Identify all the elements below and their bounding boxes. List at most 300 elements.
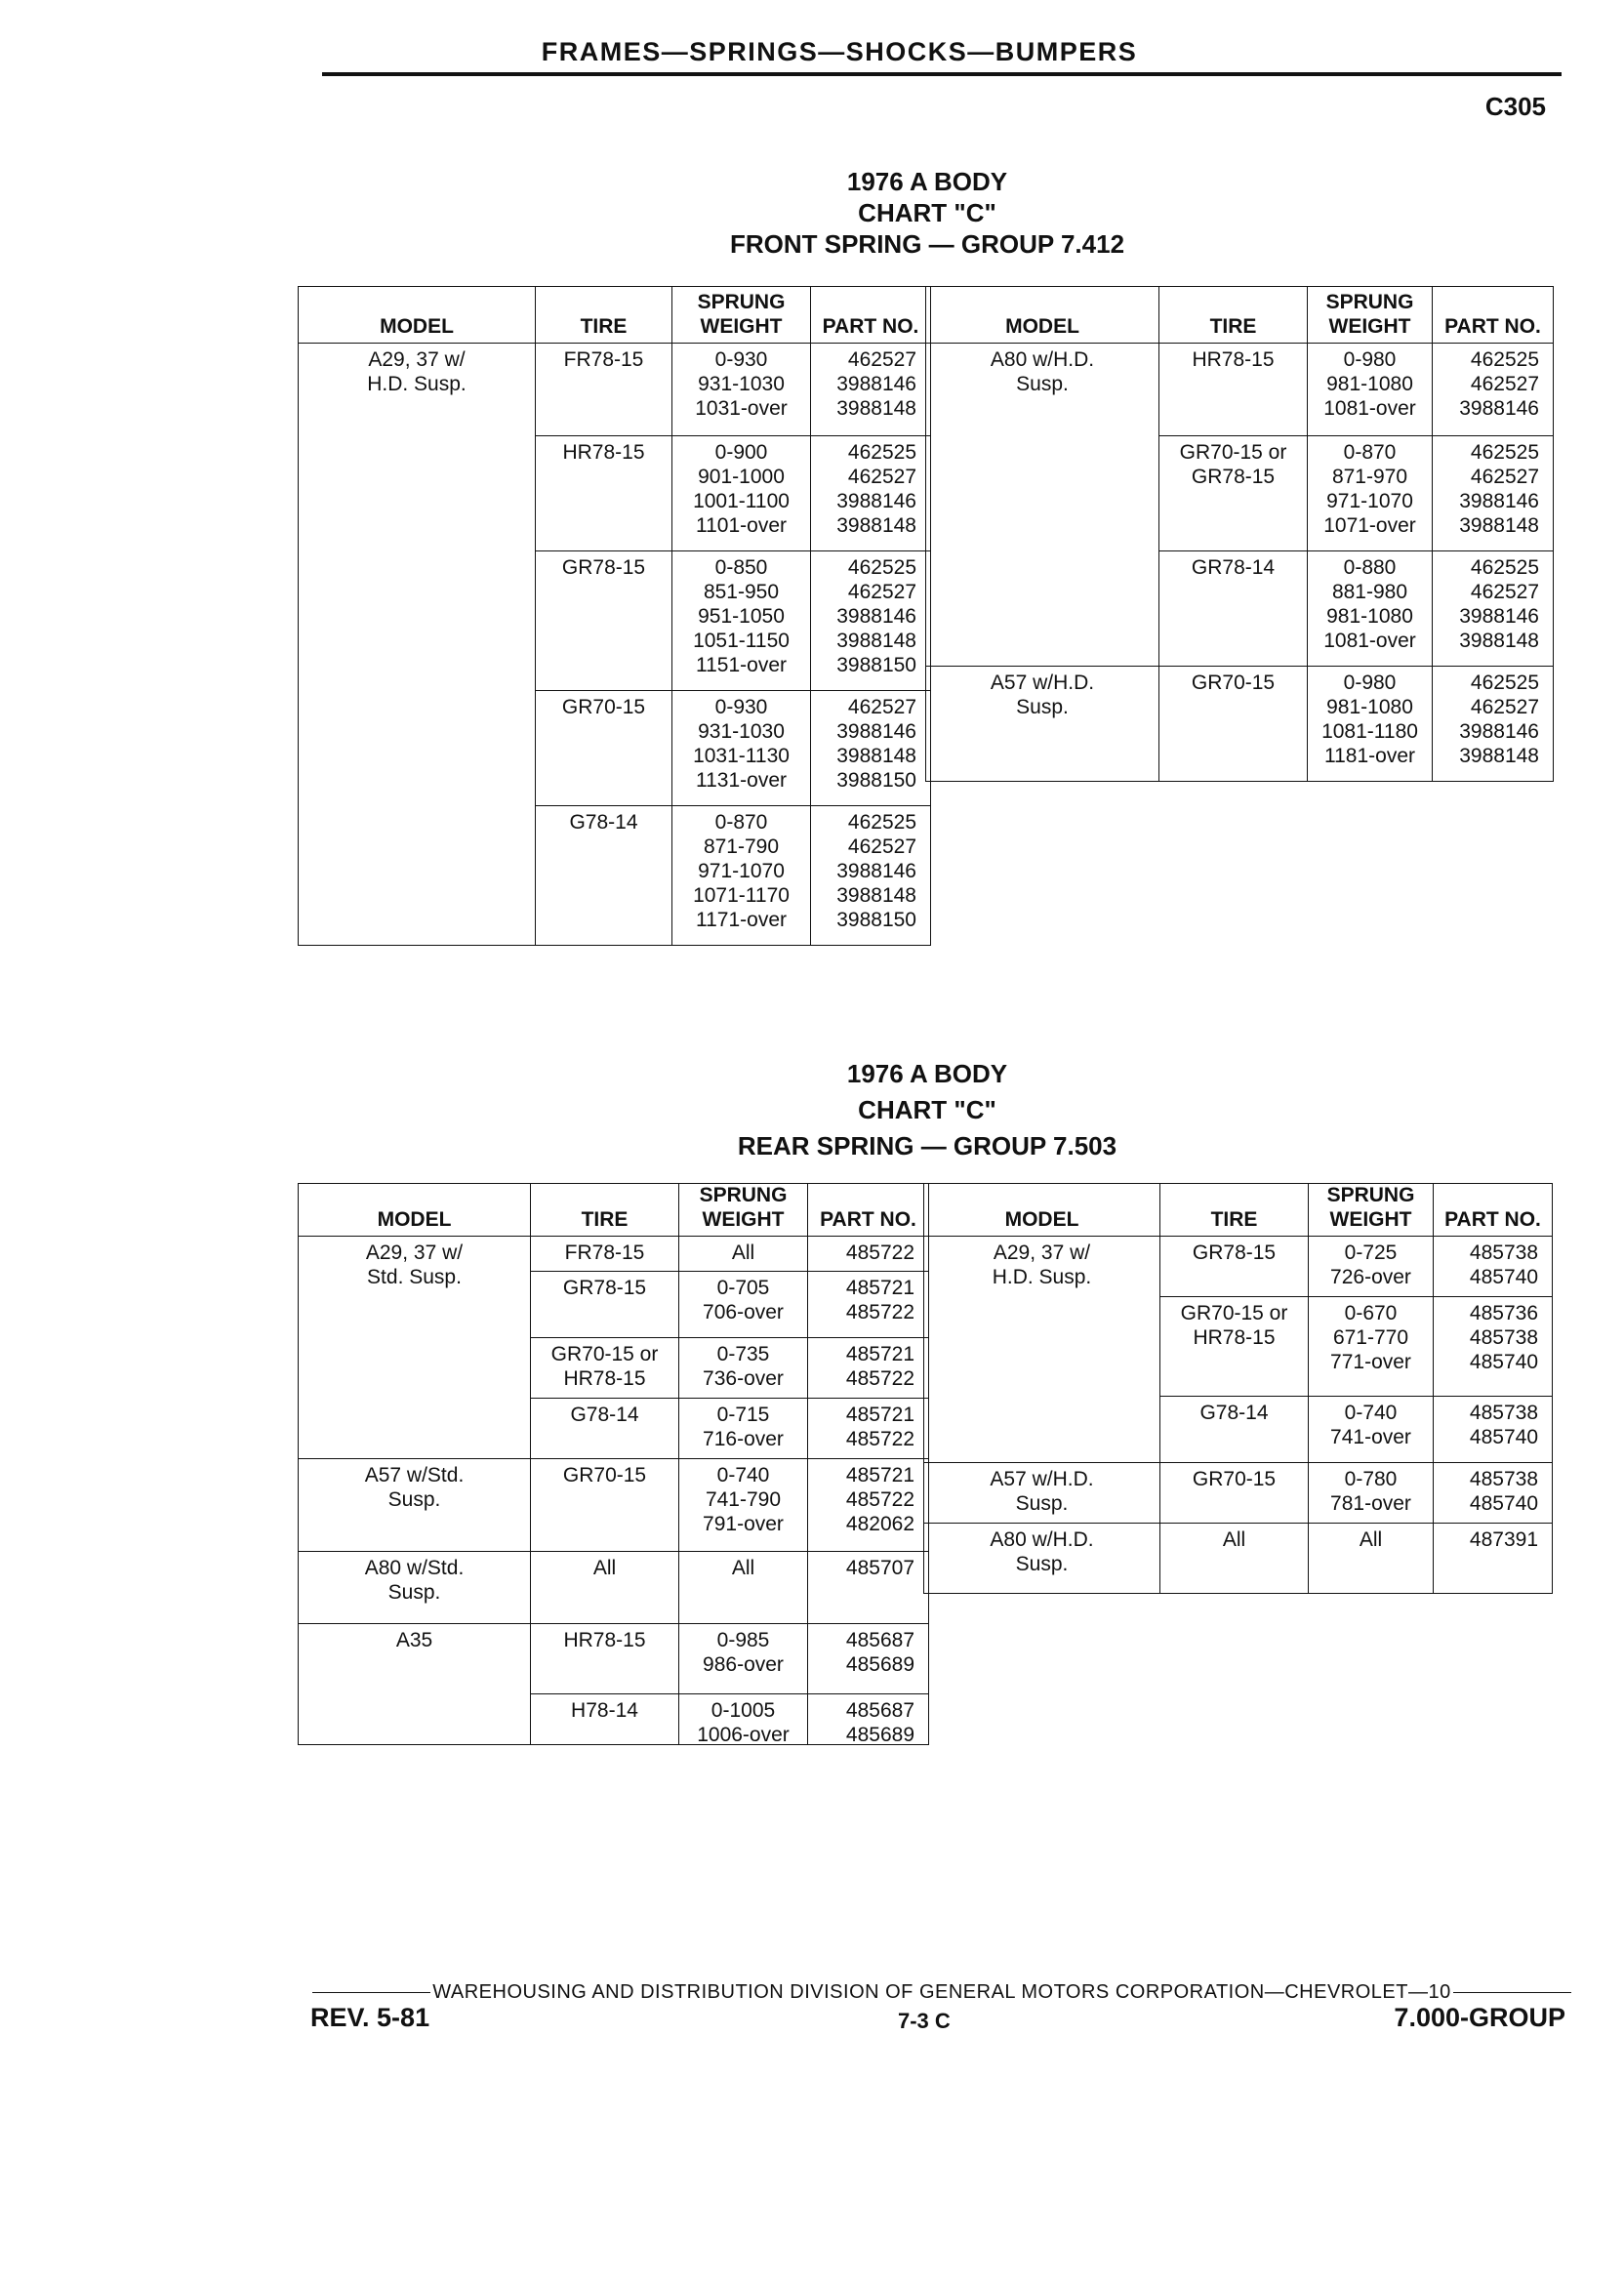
header-tire: [536, 287, 672, 344]
tire-line: FR78-15: [563, 348, 644, 371]
header-rule: [322, 72, 1562, 76]
weight-range: 0-725: [1344, 1242, 1398, 1264]
weight-range: 1071-over: [1323, 514, 1416, 537]
weight-range: 951-1050: [698, 605, 785, 628]
tire-cell: [531, 1624, 679, 1694]
part-number: 3988148: [836, 397, 916, 420]
tire-cell: [531, 1338, 679, 1399]
rear-spring-table-left: [298, 1183, 929, 1745]
model-line: A80 w/H.D.: [990, 1528, 1094, 1551]
weight-range: 0-735: [716, 1343, 770, 1365]
sprung-weight-cell: [679, 1694, 808, 1745]
model-line: A29, 37 w/: [365, 1242, 464, 1264]
part-number: 485738: [1469, 1242, 1538, 1264]
sprung-weight-cell: [1308, 551, 1433, 667]
sprung-weight-cell: [1309, 1463, 1434, 1524]
part-number-cell: [1433, 344, 1554, 436]
part-number: 485740: [1469, 1426, 1538, 1448]
part-number-cell: [808, 1237, 929, 1272]
weight-range: 771-over: [1330, 1351, 1411, 1373]
model-line: A80 w/Std.: [364, 1557, 465, 1579]
tire-cell: [1160, 1524, 1309, 1594]
header-part-no: [1434, 1184, 1553, 1237]
tire-line: GR78-14: [1191, 556, 1276, 579]
header-tire: [531, 1184, 679, 1237]
sprung-weight-cell: [1308, 344, 1433, 436]
model-cell: [924, 1237, 1160, 1463]
tire-line: GR78-15: [562, 1277, 647, 1299]
part-number-cell: [808, 1338, 929, 1399]
part-number-cell: [1434, 1237, 1553, 1297]
header-sprung-weight: [1308, 287, 1433, 344]
header-tire-text: TIRE: [1210, 1208, 1258, 1231]
weight-range: 971-1070: [1326, 490, 1413, 512]
weight-range: 871-790: [703, 835, 780, 858]
weight-range: 0-930: [714, 696, 768, 718]
header-part-text: PART NO.: [820, 1208, 916, 1231]
model-cell: [924, 1463, 1160, 1524]
model-line: A35: [395, 1629, 433, 1651]
weight-range: 0-740: [1344, 1402, 1398, 1424]
weight-range: 1101-over: [695, 514, 787, 537]
tire-cell: [536, 691, 672, 806]
header-model-text: MODEL: [377, 1208, 452, 1231]
weight-range: 781-over: [1330, 1492, 1411, 1515]
part-number: 3988146: [836, 720, 916, 743]
part-number-cell: [811, 344, 931, 436]
weight-range: 851-950: [703, 581, 780, 603]
part-number-cell: [1433, 667, 1554, 782]
tire-line: All: [592, 1557, 617, 1579]
weight-range: 881-980: [1331, 581, 1408, 603]
weight-range: 0-880: [1343, 556, 1397, 579]
tire-cell: [536, 806, 672, 946]
tire-cell: [531, 1237, 679, 1272]
sprung-weight-cell: [1309, 1237, 1434, 1297]
front-title-line-1: 1976 A BODY: [846, 167, 1008, 196]
weight-range: 981-1080: [1326, 373, 1413, 395]
part-number: 485689: [845, 1653, 914, 1676]
weight-range: 1131-over: [695, 769, 787, 792]
part-number: 485740: [1469, 1266, 1538, 1288]
front-title-line-3: FRONT SPRING — GROUP 7.412: [729, 229, 1125, 259]
tire-cell: [1159, 436, 1308, 551]
weight-range: 0-985: [716, 1629, 770, 1651]
part-number-cell: [1434, 1524, 1553, 1594]
rear-title-line-1: 1976 A BODY: [846, 1059, 1008, 1088]
part-number: 485721: [845, 1343, 914, 1365]
model-line: Susp.: [1015, 1553, 1069, 1575]
model-cell: [926, 344, 1159, 667]
model-cell: [299, 1237, 531, 1459]
tire-line: GR70-15: [562, 1464, 647, 1486]
header-tire: [1160, 1184, 1309, 1237]
tire-line: GR70-15: [1192, 1468, 1277, 1490]
part-number: 3988148: [1459, 630, 1539, 652]
weight-range: 871-970: [1331, 466, 1408, 488]
weight-range: 971-1070: [698, 860, 785, 882]
weight-range: 726-over: [1330, 1266, 1411, 1288]
part-number-cell: [808, 1552, 929, 1624]
part-number: 462527: [847, 696, 916, 718]
weight-range: 981-1080: [1326, 696, 1413, 718]
part-number: 462527: [1470, 373, 1539, 395]
header-weight-text: WEIGHT: [700, 315, 783, 338]
model-line: Susp.: [1016, 373, 1069, 395]
front-spring-table-right: [925, 286, 1554, 782]
sprung-weight-cell: [1309, 1524, 1434, 1594]
tire-cell: [536, 436, 672, 551]
header-part-text: PART NO.: [822, 315, 919, 338]
model-cell: [299, 1624, 531, 1745]
part-number: 3988148: [836, 745, 916, 767]
part-number: 485738: [1469, 1468, 1538, 1490]
part-number-cell: [811, 691, 931, 806]
part-number: 462525: [1470, 348, 1539, 371]
tire-line: G78-14: [569, 811, 638, 834]
sprung-weight-cell: [679, 1338, 808, 1399]
header-tire-text: TIRE: [581, 1208, 629, 1231]
sprung-weight-cell: [672, 691, 811, 806]
tire-cell: [1160, 1237, 1309, 1297]
header-model: [924, 1184, 1160, 1237]
weight-range: 1001-1100: [693, 490, 790, 512]
part-number: 485722: [845, 1428, 914, 1450]
part-number: 485707: [845, 1557, 914, 1579]
part-number: 462525: [1470, 556, 1539, 579]
header-weight-text: WEIGHT: [1329, 1208, 1412, 1231]
part-number: 485721: [845, 1464, 914, 1486]
weight-range: 0-780: [1344, 1468, 1398, 1490]
part-number: 3988146: [836, 860, 916, 882]
header-sprung-text: SPRUNG: [697, 291, 786, 313]
header-part-text: PART NO.: [1444, 315, 1541, 338]
weight-range: 716-over: [703, 1428, 784, 1450]
part-number: 3988148: [1459, 514, 1539, 537]
part-number: 3988150: [836, 909, 916, 931]
tire-cell: [531, 1399, 679, 1459]
header-tire-text: TIRE: [1209, 315, 1257, 338]
weight-range: 0-980: [1343, 672, 1397, 694]
page-number: 7-3 C: [898, 2009, 951, 2033]
weight-range: 1151-over: [695, 654, 787, 676]
part-number: 462527: [1470, 581, 1539, 603]
part-number: 462527: [847, 348, 916, 371]
tire-cell: [1159, 667, 1308, 782]
sprung-weight-cell: [679, 1552, 808, 1624]
tire-line: GR78-15: [561, 556, 646, 579]
weight-range: 1031-over: [695, 397, 788, 420]
part-number: 485736: [1469, 1302, 1538, 1324]
part-number-cell: [811, 806, 931, 946]
part-number: 462527: [847, 835, 916, 858]
sprung-weight-cell: [672, 436, 811, 551]
sprung-weight-cell: [679, 1237, 808, 1272]
tire-cell: [536, 344, 672, 436]
sprung-weight-cell: [1309, 1397, 1434, 1463]
part-number: 3988146: [1459, 605, 1539, 628]
part-number-cell: [811, 551, 931, 691]
model-line: A29, 37 w/: [368, 348, 466, 371]
weight-range: 741-over: [1330, 1426, 1411, 1448]
tire-line: G78-14: [1199, 1402, 1269, 1424]
weight-range: 741-790: [705, 1488, 782, 1511]
part-number: 485687: [845, 1629, 914, 1651]
weight-range: 1181-over: [1323, 745, 1415, 767]
front-title-line-2: CHART "C": [858, 198, 996, 227]
header-tire: [1159, 287, 1308, 344]
header-sprung-text: SPRUNG: [699, 1184, 788, 1206]
sprung-weight-cell: [679, 1399, 808, 1459]
part-number: 3988148: [836, 630, 916, 652]
part-number-cell: [811, 436, 931, 551]
weight-range: 0-980: [1343, 348, 1397, 371]
tire-cell: [1159, 551, 1308, 667]
revision-label: REV. 5-81: [310, 2003, 430, 2032]
part-number: 3988150: [836, 769, 916, 792]
weight-range: 0-1005: [710, 1699, 776, 1722]
footer-rule-right: [1453, 1992, 1571, 1994]
part-number: 3988150: [836, 654, 916, 676]
part-number-cell: [808, 1624, 929, 1694]
part-number-cell: [1434, 1463, 1553, 1524]
tire-cell: [536, 551, 672, 691]
part-number: 3988148: [1459, 745, 1539, 767]
part-number-cell: [1433, 436, 1554, 551]
model-cell: [299, 344, 536, 946]
tire-line: FR78-15: [564, 1242, 645, 1264]
tire-cell: [1160, 1463, 1309, 1524]
weight-range: 1071-1170: [693, 884, 790, 907]
model-line: A57 w/H.D.: [990, 1468, 1094, 1490]
header-model-text: MODEL: [1004, 1208, 1079, 1231]
part-number-cell: [808, 1272, 929, 1338]
tire-line: GR70-15 or: [1180, 1302, 1288, 1324]
part-number: 3988146: [836, 605, 916, 628]
tire-cell: [531, 1694, 679, 1745]
part-number-cell: [808, 1459, 929, 1552]
page-code: C305: [1484, 92, 1546, 121]
weight-range: 1171-over: [695, 909, 787, 931]
weight-range: 0-900: [714, 441, 768, 464]
header-weight-text: WEIGHT: [702, 1208, 785, 1231]
rear-title-line-3: REAR SPRING — GROUP 7.503: [737, 1131, 1117, 1160]
sprung-weight-cell: [679, 1624, 808, 1694]
weight-range: 791-over: [703, 1513, 784, 1535]
tire-line: HR78-15: [563, 1367, 646, 1390]
model-line: Susp.: [387, 1581, 441, 1604]
part-number: 485689: [845, 1724, 914, 1746]
weight-range: 981-1080: [1326, 605, 1413, 628]
tire-cell: [531, 1272, 679, 1338]
header-sprung-weight: [679, 1184, 808, 1237]
part-number: 3988146: [836, 490, 916, 512]
tire-line: G78-14: [570, 1404, 639, 1426]
header-sprung-weight: [1309, 1184, 1434, 1237]
tire-line: HR78-15: [563, 1629, 646, 1651]
tire-line: HR78-15: [1193, 1326, 1276, 1349]
part-number-cell: [808, 1694, 929, 1745]
model-cell: [299, 1459, 531, 1552]
weight-range: 1051-1150: [693, 630, 790, 652]
part-number: 462525: [847, 441, 916, 464]
weight-range: 1081-1180: [1321, 720, 1418, 743]
model-line: H.D. Susp.: [992, 1266, 1092, 1288]
weight-range: All: [1359, 1528, 1383, 1551]
part-number: 485687: [845, 1699, 914, 1722]
part-number: 485722: [845, 1242, 914, 1264]
part-number: 462527: [847, 466, 916, 488]
weight-range: 0-870: [714, 811, 768, 834]
part-number-cell: [808, 1399, 929, 1459]
header-model-text: MODEL: [380, 315, 454, 338]
tire-cell: [1160, 1397, 1309, 1463]
part-number: 485722: [845, 1488, 914, 1511]
header-part-no: [1433, 287, 1554, 344]
model-cell: [926, 667, 1159, 782]
weight-range: 1031-1130: [693, 745, 790, 767]
part-number: 487391: [1469, 1528, 1538, 1551]
part-number: 3988146: [1459, 490, 1539, 512]
tire-line: GR78-15: [1192, 1242, 1277, 1264]
footer-rule-left: [312, 1992, 430, 1994]
part-number: 482062: [845, 1513, 914, 1535]
part-number: 462525: [1470, 441, 1539, 464]
weight-range: 931-1030: [698, 373, 785, 395]
tire-line: GR70-15 or: [1179, 441, 1287, 464]
part-number: 3988146: [836, 373, 916, 395]
sprung-weight-cell: [672, 551, 811, 691]
part-number: 462525: [847, 811, 916, 834]
part-number: 485722: [845, 1301, 914, 1323]
header-model: [299, 287, 536, 344]
part-number: 485740: [1469, 1351, 1538, 1373]
header-part-no: [811, 287, 931, 344]
weight-range: 0-705: [716, 1277, 770, 1299]
sprung-weight-cell: [679, 1272, 808, 1338]
model-line: A57 w/Std.: [364, 1464, 465, 1486]
sprung-weight-cell: [1308, 667, 1433, 782]
group-label: 7.000-GROUP: [1394, 2003, 1565, 2032]
section-header: FRAMES—SPRINGS—SHOCKS—BUMPERS: [541, 37, 1138, 66]
tire-line: GR70-15 or: [550, 1343, 659, 1365]
part-number: 485738: [1469, 1402, 1538, 1424]
weight-range: 736-over: [703, 1367, 784, 1390]
header-sprung-text: SPRUNG: [1325, 291, 1414, 313]
tire-cell: [531, 1459, 679, 1552]
tire-cell: [1160, 1297, 1309, 1397]
tire-line: All: [1222, 1528, 1246, 1551]
header-model: [299, 1184, 531, 1237]
weight-range: 1081-over: [1323, 397, 1416, 420]
model-cell: [299, 1552, 531, 1624]
tire-line: HR78-15: [562, 441, 645, 464]
sprung-weight-cell: [672, 806, 811, 946]
weight-range: 706-over: [703, 1301, 784, 1323]
sprung-weight-cell: [1309, 1297, 1434, 1397]
model-line: Susp.: [1015, 1492, 1069, 1515]
header-part-text: PART NO.: [1444, 1208, 1541, 1231]
model-line: Std. Susp.: [367, 1266, 462, 1288]
tire-line: HR78-15: [1192, 348, 1275, 371]
part-number: 3988146: [1459, 720, 1539, 743]
part-number: 462527: [847, 581, 916, 603]
front-chart-title: [586, 166, 1269, 260]
footer-distribution-line: [312, 1981, 1571, 2004]
part-number: 485721: [845, 1277, 914, 1299]
footer-distribution-text: WAREHOUSING AND DISTRIBUTION DIVISION OF GENERAL MOTORS CORPORATION—CHEVROLET—10: [432, 1981, 1451, 2003]
tire-line: H78-14: [571, 1699, 638, 1722]
header-model: [926, 287, 1159, 344]
weight-range: 0-870: [1343, 441, 1397, 464]
header-weight-text: WEIGHT: [1328, 315, 1411, 338]
part-number: 485721: [845, 1404, 914, 1426]
rear-chart-title: [586, 1056, 1269, 1164]
tire-line: GR70-15: [1191, 672, 1276, 694]
part-number: 485740: [1469, 1492, 1538, 1515]
weight-range: 901-1000: [698, 466, 785, 488]
header-tire-text: TIRE: [580, 315, 628, 338]
model-line: A29, 37 w/: [993, 1242, 1091, 1264]
rear-title-line-2: CHART "C": [858, 1095, 996, 1124]
part-number-cell: [1434, 1397, 1553, 1463]
weight-range: 0-930: [714, 348, 768, 371]
front-spring-table-left: [298, 286, 931, 946]
weight-range: 1006-over: [697, 1724, 790, 1746]
weight-range: 931-1030: [698, 720, 785, 743]
part-number-cell: [1433, 551, 1554, 667]
part-number: 3988146: [1459, 397, 1539, 420]
tire-line: GR70-15: [561, 696, 646, 718]
part-number: 462527: [1470, 696, 1539, 718]
part-number-cell: [1434, 1297, 1553, 1397]
header-part-no: [808, 1184, 929, 1237]
model-line: A80 w/H.D.: [990, 348, 1095, 371]
weight-range: 986-over: [703, 1653, 784, 1676]
part-number: 3988148: [836, 884, 916, 907]
model-line: Susp.: [387, 1488, 441, 1511]
weight-range: 1081-over: [1323, 630, 1416, 652]
weight-range: 671-770: [1332, 1326, 1409, 1349]
tire-cell: [1159, 344, 1308, 436]
model-cell: [924, 1524, 1160, 1594]
header-sprung-text: SPRUNG: [1326, 1184, 1415, 1206]
part-number: 3988148: [836, 514, 916, 537]
tire-line: GR78-15: [1191, 466, 1276, 488]
weight-range: 0-740: [716, 1464, 770, 1486]
header-model-text: MODEL: [1005, 315, 1079, 338]
tire-cell: [531, 1552, 679, 1624]
weight-range: 0-715: [716, 1404, 770, 1426]
part-number: 462525: [847, 556, 916, 579]
weight-range: 0-850: [714, 556, 768, 579]
weight-range: All: [731, 1242, 755, 1264]
sprung-weight-cell: [672, 344, 811, 436]
part-number: 485738: [1469, 1326, 1538, 1349]
model-line: Susp.: [1016, 696, 1069, 718]
sprung-weight-cell: [1308, 436, 1433, 551]
model-line: H.D. Susp.: [367, 373, 467, 395]
part-number: 462527: [1470, 466, 1539, 488]
sprung-weight-cell: [679, 1459, 808, 1552]
model-line: A57 w/H.D.: [990, 672, 1095, 694]
rear-spring-table-right: [923, 1183, 1553, 1594]
weight-range: All: [731, 1557, 755, 1579]
part-number: 485722: [845, 1367, 914, 1390]
part-number: 462525: [1470, 672, 1539, 694]
weight-range: 0-670: [1344, 1302, 1398, 1324]
header-sprung-weight: [672, 287, 811, 344]
